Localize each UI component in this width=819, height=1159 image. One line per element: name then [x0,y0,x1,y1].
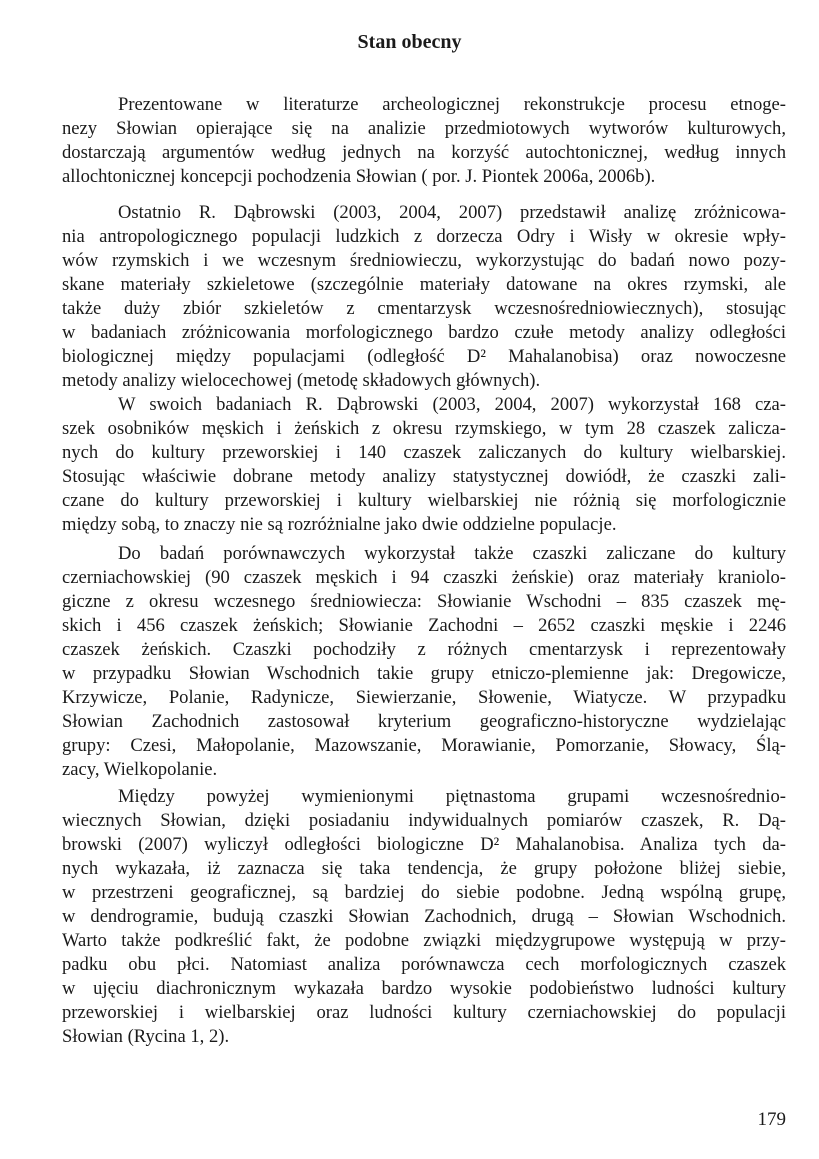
text-line: nezy Słowian opierające się na analizie przedmiotowych wytworów kulturowych, [62,118,786,139]
page-number: 179 [757,1109,786,1130]
text-line: skich i 456 czaszek żeńskich; Słowianie Zachodni – 2652 czaszki męskie i 2246 [62,615,786,636]
text-line: w dendrogramie, budują czaszki Słowian Zachodnich, drugą – Słowian Wschodnich. [62,906,786,927]
text-line: giczne z okresu wczesnego średniowiecza: Słowianie Wschodni – 835 czaszek mę- [62,591,786,612]
text-line: zacy, Wielkopolanie. [62,759,218,780]
text-line: wiecznych Słowian, dzięki posiadaniu indywidualnych pomiarów czaszek, R. Dą- [62,810,786,831]
text-line: czaszek żeńskich. Czaszki pochodziły z różnych cmentarzysk i reprezentowały [62,639,786,660]
section-title: Stan obecny [357,31,462,53]
text-line: grupy: Czesi, Małopolanie, Mazowszanie, Morawianie, Pomorzanie, Słowacy, Ślą- [62,735,786,756]
text-line: metody analizy wielocechowej (metodę składowych głównych). [62,370,541,391]
text-line: Między powyżej wymienionymi piętnastoma grupami wczesnośrednio- [118,786,786,807]
text-line: Prezentowane w literaturze archeologicznej rekonstrukcje procesu etnoge- [118,94,786,115]
text-line: także duży zbiór szkieletów z cmentarzysk wczesnośredniowiecznych), stosując [62,298,786,319]
text-line: przeworskiej i wielbarskiej oraz ludności kultury czerniachowskiej do populacji [62,1002,786,1023]
text-line: Słowian Zachodnich zastosował kryterium geograficzno-historyczne wydzielając [62,711,786,732]
text-line: Stosując właściwie dobrane metody analizy statystycznej dowiódł, że czaszki zali- [62,466,786,487]
text-line: skane materiały szkieletowe (szczególnie materiały datowane na okres rzymski, ale [62,274,786,295]
text-line: między sobą, to znaczy nie są rozróżnialne jako dwie oddzielne populacje. [62,514,617,535]
text-line: w ujęciu diachronicznym wykazała bardzo wysokie podobieństwo ludności kultury [62,978,786,999]
paragraph [62,201,786,393]
text-line: nych wykazała, iż zaznacza się taka tendencja, że grupy położone bliżej siebie, [62,858,786,879]
text-line: Warto także podkreślić fakt, że podobne związki międzygrupowe występują w przy- [62,930,786,951]
paragraph [62,542,786,782]
text-line: czerniachowskiej (90 czaszek męskich i 94 czaszki żeńskie) oraz materiały kraniolo- [62,567,786,588]
text-line: W swoich badaniach R. Dąbrowski (2003, 2004, 2007) wykorzystał 168 cza- [118,394,786,415]
text-line: dostarczają argumentów według jednych na korzyść autochtonicznej, według innych [62,142,786,163]
text-line: wów rzymskich i we wczesnym średniowieczu, wykorzystując do badań nowo pozy- [62,250,786,271]
text-line: Do badań porównawczych wykorzystał także czaszki zaliczane do kultury [118,543,786,564]
text-line: nych do kultury przeworskiej i 140 czaszek zaliczanych do kultury wielbarskiej. [62,442,786,463]
text-line: szek osobników męskich i żeńskich z okresu rzymskiego, w tym 28 czaszek zalicza- [62,418,786,439]
text-line: allochtonicznej koncepcji pochodzenia Słowian ( por. J. Piontek 2006a, 2006b). [62,166,656,187]
text-line: Słowian (Rycina 1, 2). [62,1026,230,1047]
text-line: nia antropologicznego populacji ludzkich z dorzecza Odry i Wisły w okresie wpły- [62,226,786,247]
text-line: w badaniach zróżnicowania morfologicznego bardzo czułe metody analizy odległości [62,322,786,343]
text-line: biologicznej między populacjami (odległość D² Mahalanobisa) oraz nowoczesne [62,346,786,367]
text-line: czane do kultury przeworskiej i kultury wielbarskiej nie różnią się morfologicznie [62,490,786,511]
text-line: padku obu płci. Natomiast analiza porównawcza cech morfologicznych czaszek [62,954,786,975]
paragraph [62,785,786,1049]
text-line: browski (2007) wyliczył odległości biologiczne D² Mahalanobisa. Analiza tych da- [62,834,786,855]
text-line: w przestrzeni geograficznej, są bardziej do siebie podobne. Jedną wspólną grupę, [62,882,786,903]
paragraph [62,93,786,189]
text-line: Krzywicze, Polanie, Radynicze, Siewierzanie, Słowenie, Wiatycze. W przypadku [62,687,786,708]
text-line: Ostatnio R. Dąbrowski (2003, 2004, 2007) przedstawił analizę zróżnicowa- [118,202,786,223]
paragraph [62,393,786,537]
text-line: w przypadku Słowian Wschodnich takie grupy etniczo-plemienne jak: Dregowicze, [62,663,786,684]
